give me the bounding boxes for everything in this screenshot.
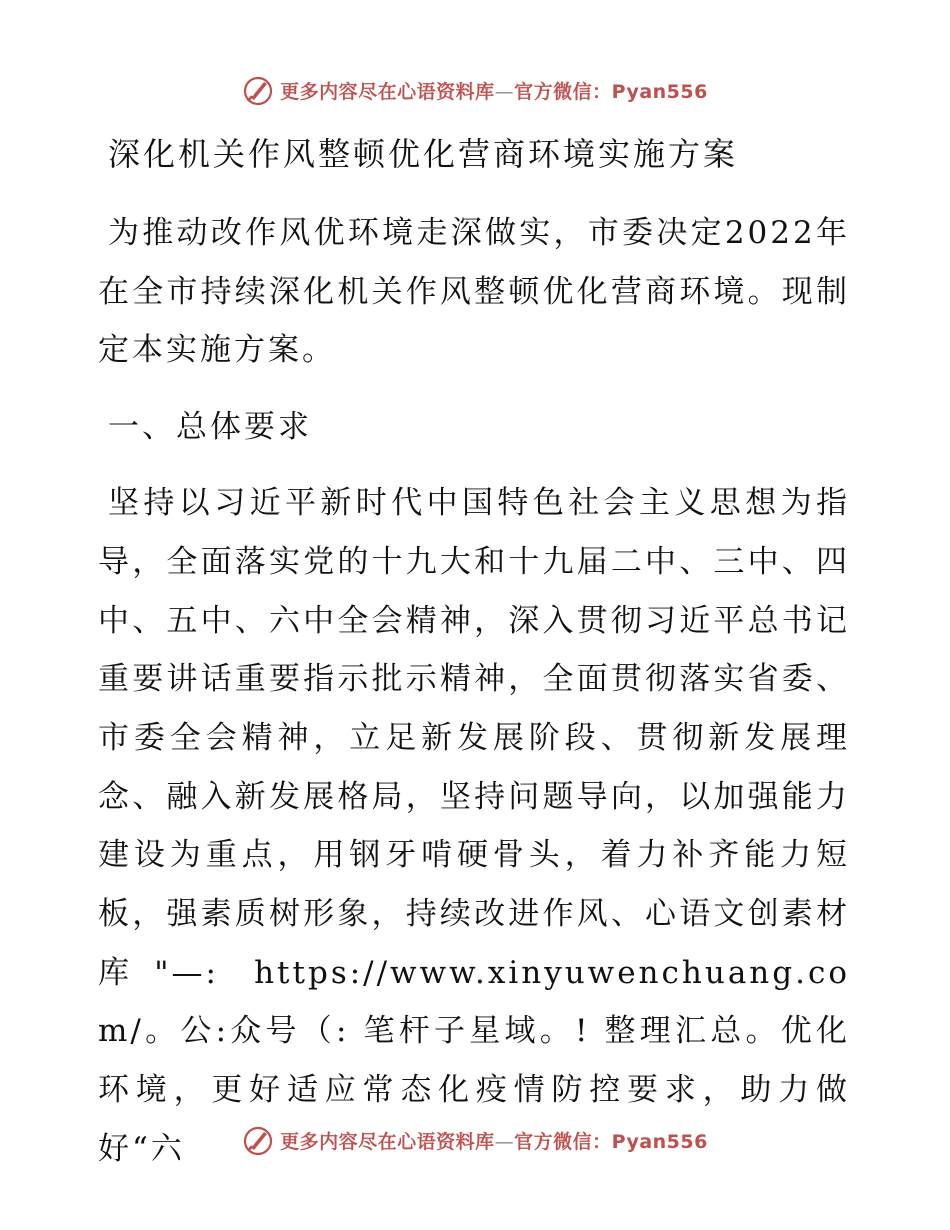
watermark-separator: — — [494, 80, 515, 103]
intro-paragraph: 为推动改作风优环境走深做实，市委决定2022年在全市持续深化机关作风整顿优化营商环境。现制定本实施方案。 — [98, 215, 850, 369]
watermark-slogan: 更多内容尽在心语资料库 — [280, 80, 495, 103]
footer-watermark — [0, 1120, 950, 1160]
watermark-wechat-label: 官方微信： — [514, 1130, 612, 1153]
watermark-wechat-label: 官方微信： — [514, 80, 612, 103]
watermark-wechat-id: Pyan556 — [611, 1130, 708, 1153]
watermark-separator: — — [494, 1130, 515, 1153]
section-heading: 一、总体要求 — [108, 409, 312, 446]
watermark-slogan: 更多内容尽在心语资料库 — [280, 1130, 495, 1153]
watermark-text — [280, 1127, 708, 1154]
header-watermark — [0, 70, 950, 110]
document-title: 深化机关作风整顿优化营商环境实施方案 — [108, 135, 739, 173]
watermark-text — [280, 77, 708, 104]
quill-pen-logo-icon — [242, 1124, 274, 1156]
quill-pen-logo-icon — [242, 74, 274, 106]
document-body — [98, 120, 850, 1179]
watermark-wechat-id: Pyan556 — [611, 80, 708, 103]
body-paragraph: 坚持以习近平新时代中国特色社会主义思想为指导，全面落实党的十九大和十九届二中、三中、四中、五中、六中全会精神，深入贯彻习近平总书记重要讲话重要指示批示精神，全面贯彻落实省委、市委全会精神，立足新发展阶段、贯彻新发展理念、融入新发展格局，坚持问题导向，以加强能力建设为重点，用钢牙啃硬骨头，着力补齐能力短板，强素质树形象，持续改进作风、心语文创素材库"—: https://www.xinyuwenchuang.com/。公:众号（: 笔杆子星域。! 整理汇总。优化环境，更好适应常态化疫情防控要求，助力做好“六 — [98, 485, 850, 1167]
